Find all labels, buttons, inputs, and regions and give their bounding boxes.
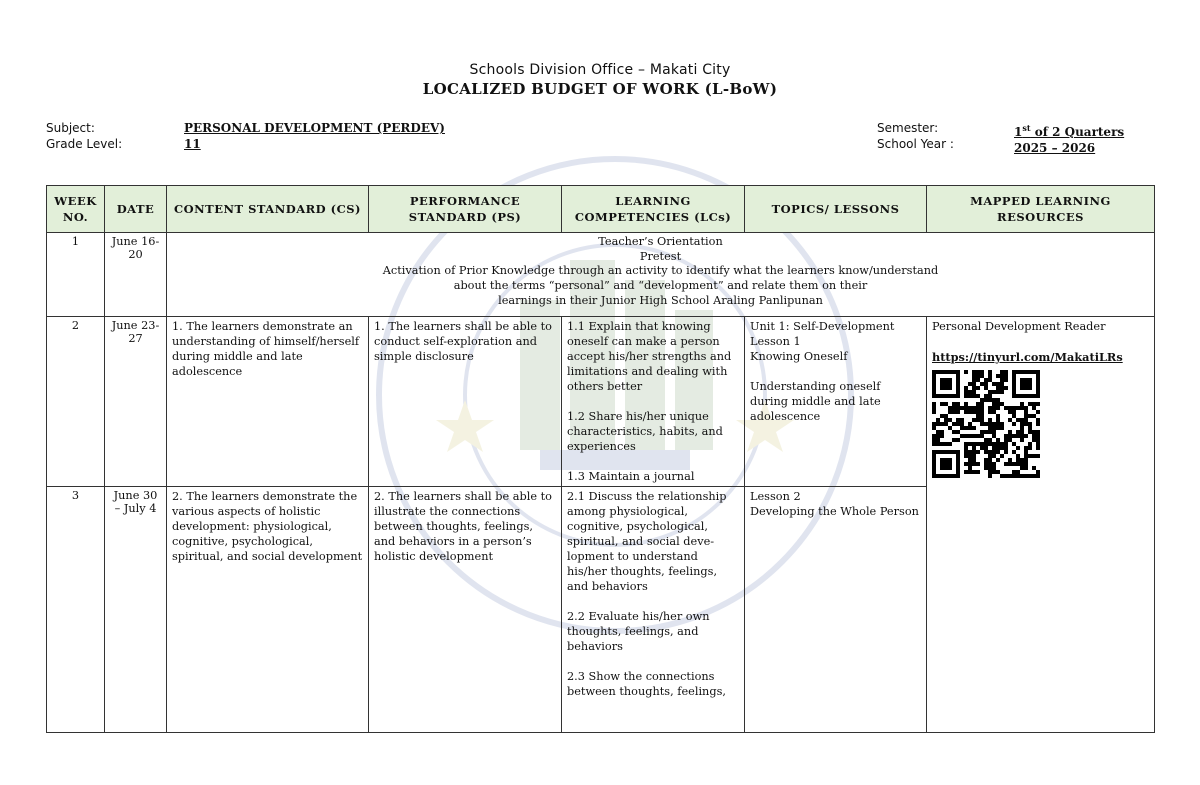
grade-value: 11 — [184, 137, 201, 151]
semester-value: 1st of 2 Quarters — [1014, 123, 1125, 139]
document-title: LOCALIZED BUDGET OF WORK (L-BoW) — [422, 80, 778, 98]
week-cell: 2 — [47, 317, 105, 487]
date-cell: June 23-27 — [105, 317, 167, 487]
grade-label: Grade Level: — [46, 137, 123, 151]
learning-competencies-cell — [562, 487, 745, 733]
orientation-line: Activation of Prior Knowledge through an activity to identify what the learners know/understand — [382, 264, 939, 278]
school-year-label: School Year : — [877, 137, 954, 151]
competency-item: 1.1 Explain that knowing oneself can make a person accept his/her strengths and limitations and dealing with others better — [567, 320, 732, 393]
meta-right-labels — [877, 120, 954, 152]
competency-item: 2.3 Show the connections between thoughts, feelings, — [567, 670, 726, 698]
orientation-line: Teacher’s Orientation — [598, 235, 723, 248]
orientation-line: about the terms “personal” and “development” and relate them on their — [453, 279, 868, 293]
table-row — [47, 233, 1155, 317]
header-date: DATE — [105, 186, 167, 233]
week-cell: 1 — [47, 233, 105, 317]
competency-item: 2.1 Discuss the relationship among physiological, cognitive, psychological, spiritual, and social deve-lopment to understand his/her thoughts, feelings, and behaviors — [567, 490, 727, 593]
resource-title: Personal Development Reader — [932, 320, 1106, 333]
table-header-row — [47, 186, 1155, 233]
header-performance-standard: PERFORMANCE STANDARD (PS) — [369, 186, 562, 233]
date-cell: June 16-20 — [105, 233, 167, 317]
school-year-value: 2025 – 2026 — [1014, 141, 1096, 155]
subject-label: Subject: — [46, 121, 95, 135]
competency-item: 1.3 Maintain a journal — [567, 470, 695, 483]
content-standard-cell: 2. The learners demonstrate the various aspects of holistic development: physiological, cognitive, psychological, spiritual, and social development — [167, 487, 369, 733]
topic-line: Knowing Oneself — [750, 350, 848, 363]
topic-line: Understanding oneself during middle and late adolescence — [750, 380, 881, 423]
performance-standard-cell: 1. The learners shall be able to conduct self-exploration and simple disclosure — [369, 317, 562, 487]
topic-line: Unit 1: Self-Development — [750, 320, 895, 333]
header-topics: TOPICS/ LESSONS — [745, 186, 927, 233]
topic-line: Lesson 1 — [750, 335, 801, 348]
date-cell: June 30 – July 4 — [105, 487, 167, 733]
subject-value: PERSONAL DEVELOPMENT (PERDEV) — [184, 121, 445, 135]
document-header — [0, 62, 1200, 98]
resources-cell — [927, 317, 1155, 733]
header-resources: MAPPED LEARNING RESOURCES — [927, 186, 1155, 233]
header-content-standard: CONTENT STANDARD (CS) — [167, 186, 369, 233]
performance-standard-cell: 2. The learners shall be able to illustrate the connections between thoughts, feelings, and behaviors in a person’s holistic development — [369, 487, 562, 733]
orientation-cell — [167, 233, 1155, 317]
meta-left-labels — [46, 120, 122, 152]
competency-item: 1.2 Share his/her unique characteristics, habits, and experiences — [567, 410, 723, 453]
semester-label: Semester: — [877, 121, 939, 135]
office-name: Schools Division Office – Makati City — [469, 62, 731, 78]
orientation-line: learnings in their Junior High School Araling Panlipunan — [498, 293, 823, 307]
competency-item: 2.2 Evaluate his/her own thoughts, feelings, and behaviors — [567, 610, 710, 653]
learning-competencies-cell — [562, 317, 745, 487]
table-row — [47, 317, 1155, 487]
qr-code-icon[interactable] — [932, 370, 1040, 478]
meta-right-values — [1014, 120, 1124, 156]
header-learning-competencies: LEARNING COMPETENCIES (LCs) — [562, 186, 745, 233]
resource-link[interactable]: https://tinyurl.com/MakatiLRs — [932, 350, 1123, 364]
orientation-line: Pretest — [639, 249, 682, 263]
topics-cell — [745, 487, 927, 733]
meta-left-values — [184, 120, 445, 152]
content-standard-cell: 1. The learners demonstrate an understanding of himself/herself during middle and late adolescence — [167, 317, 369, 487]
topics-cell — [745, 317, 927, 487]
budget-of-work-table — [46, 185, 1155, 733]
topic-line: Lesson 2 — [750, 490, 801, 503]
week-cell: 3 — [47, 487, 105, 733]
topic-line: Developing the Whole Person — [750, 505, 919, 518]
header-week: WEEK NO. — [47, 186, 105, 233]
